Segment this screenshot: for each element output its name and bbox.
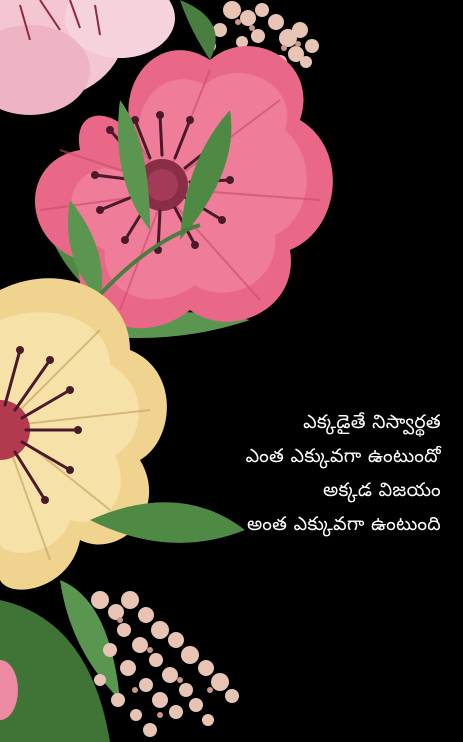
- quote-line-2: ఎంత ఎక్కువగా ఉంటుందో: [245, 445, 441, 467]
- quote-line-1: ఎక్కడైతే నిస్వార్థత: [303, 411, 441, 433]
- telugu-quote: [181, 405, 441, 541]
- quote-line-3: అక్కడ విజయం: [323, 479, 441, 501]
- quote-line-4: అంత ఎక్కువగా ఉంటుంది: [247, 513, 441, 535]
